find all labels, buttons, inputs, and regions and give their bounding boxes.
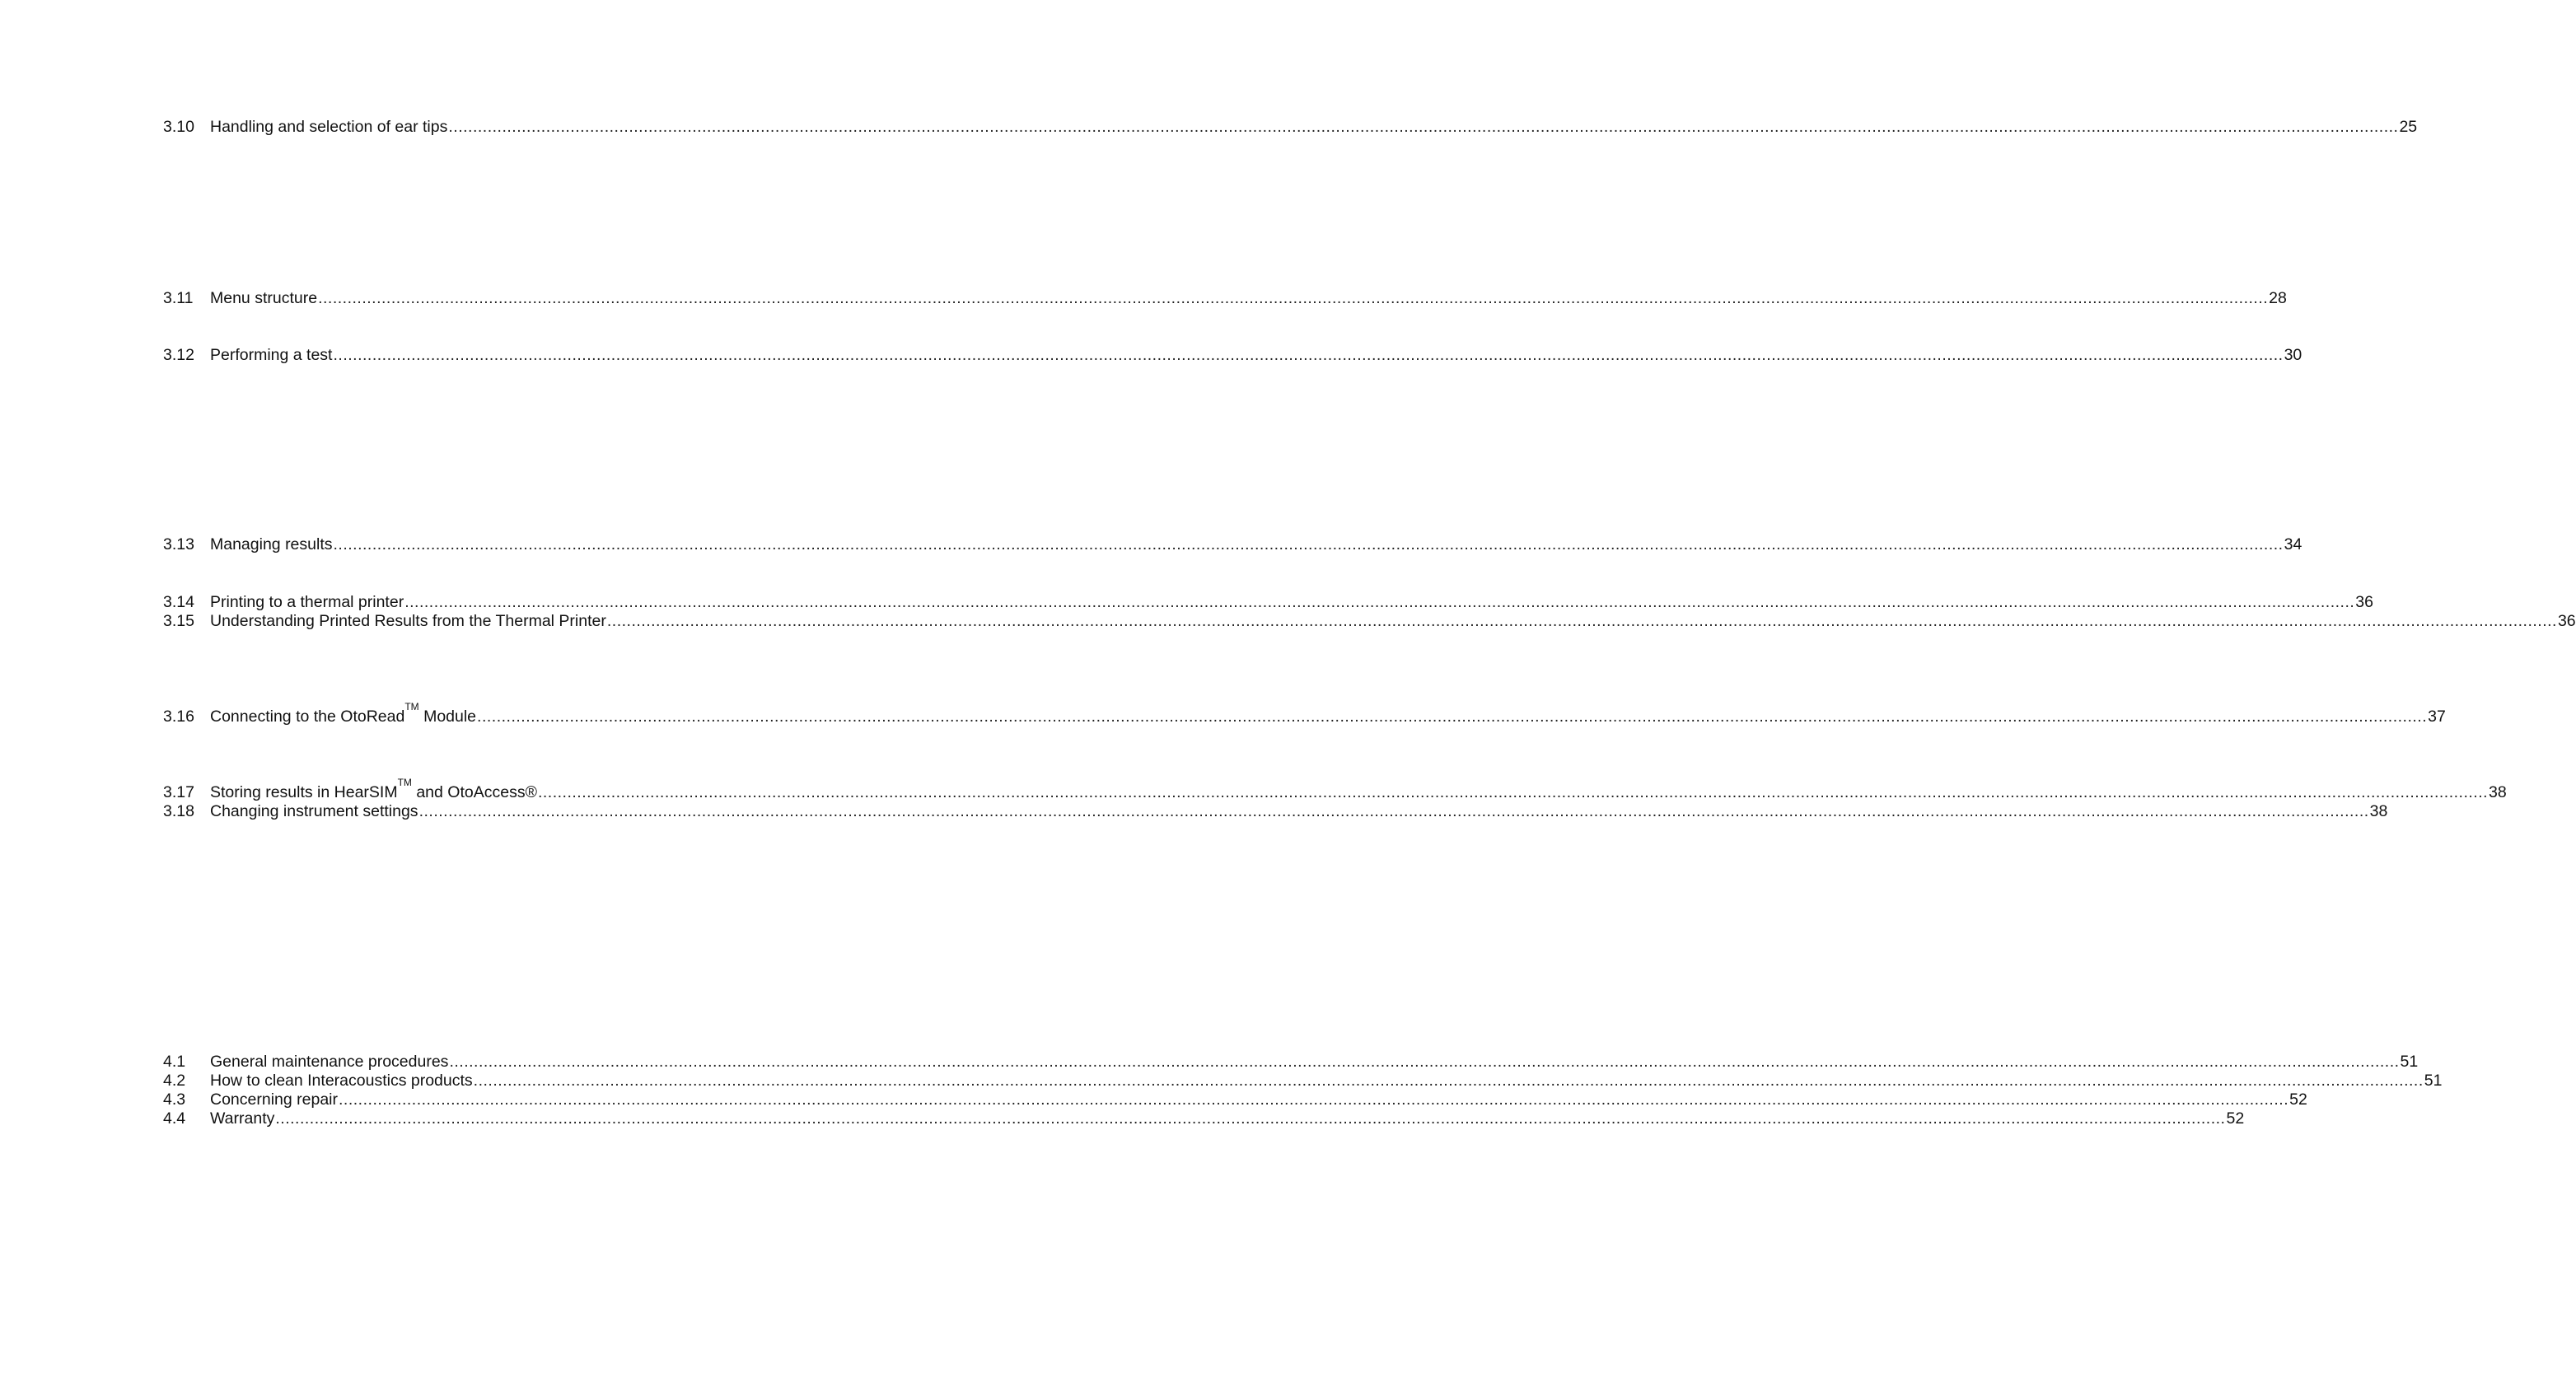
toc-dot-leader: ................................................................................................................................................................................................................................................................................................................................................................................................................	[477, 708, 2428, 726]
toc-entry-page: 52	[2289, 1090, 2307, 1109]
toc-entry-title: General maintenance procedures	[210, 1053, 449, 1071]
toc-dot-leader: ................................................................................................................................................................................................................................................................................................................................................................................................................	[318, 289, 2269, 307]
toc-entry-3-11[interactable]	[163, 287, 2287, 309]
toc-entry-number: 4.4	[163, 1109, 186, 1128]
toc-dot-leader: ................................................................................................................................................................................................................................................................................................................................................................................................................	[606, 612, 2557, 630]
toc-dot-leader: ................................................................................................................................................................................................................................................................................................................................................................................................................	[275, 1109, 2226, 1128]
toc-entry-number: 3.12	[163, 346, 194, 364]
toc-dot-leader: ................................................................................................................................................................................................................................................................................................................................................................................................................	[449, 1053, 2400, 1071]
toc-dot-leader: ................................................................................................................................................................................................................................................................................................................................................................................................................	[339, 1090, 2289, 1109]
toc-entry-page: 38	[2369, 802, 2388, 820]
toc-dot-leader: ................................................................................................................................................................................................................................................................................................................................................................................................................	[473, 1072, 2424, 1090]
toc-entry-title: Changing instrument settings	[210, 802, 418, 820]
toc-entry-title: Understanding Printed Results from the Thermal Printer	[210, 612, 606, 630]
toc-entry-number: 3.18	[163, 802, 194, 820]
toc-dot-leader: ................................................................................................................................................................................................................................................................................................................................................................................................................	[537, 783, 2489, 801]
toc-entry-3-15[interactable]	[163, 610, 2576, 632]
toc-entry-page: 38	[2489, 783, 2507, 801]
toc-dot-leader: ................................................................................................................................................................................................................................................................................................................................................................................................................	[404, 593, 2355, 611]
toc-entry-3-12[interactable]	[163, 344, 2303, 366]
toc-entry-page: 51	[2400, 1053, 2419, 1071]
toc-entry-page: 25	[2399, 118, 2418, 136]
toc-entry-title: Handling and selection of ear tips	[210, 118, 448, 136]
toc-entry-4-4[interactable]	[163, 1108, 2245, 1129]
toc-entry-page: 30	[2284, 346, 2303, 364]
toc-entry-3-18[interactable]	[163, 801, 2388, 822]
toc-entry-title: Managing results	[210, 535, 333, 553]
toc-entry-number: 3.17	[163, 783, 194, 801]
toc-entry-number: 3.11	[163, 289, 194, 307]
toc-entry-page: 36	[2557, 612, 2576, 630]
toc-entry-page: 28	[2269, 289, 2287, 307]
toc-entry-number: 3.13	[163, 535, 194, 553]
toc-entry-title: Menu structure	[210, 289, 318, 307]
toc-entry-title: Concerning repair	[210, 1090, 339, 1109]
toc-entry-page: 51	[2424, 1072, 2443, 1090]
toc-title-text-after: Module	[418, 708, 477, 726]
toc-entry-page: 36	[2355, 593, 2373, 611]
toc-title-text: Connecting to the OtoRead	[210, 708, 405, 726]
toc-entry-title: Printing to a thermal printer	[210, 593, 404, 611]
toc-entry-page: 37	[2428, 708, 2446, 726]
toc-entry-3-13[interactable]	[163, 534, 2303, 555]
toc-entry-number: 3.16	[163, 708, 194, 726]
toc-title-text: Storing results in HearSIM	[210, 783, 398, 801]
toc-entry-page: 52	[2226, 1109, 2245, 1128]
toc-entry-number: 4.2	[163, 1072, 186, 1090]
toc-dot-leader: ................................................................................................................................................................................................................................................................................................................................................................................................................	[418, 802, 2369, 820]
toc-entry-title: Performing a test	[210, 346, 333, 364]
toc-entry-title	[210, 700, 477, 727]
toc-entry-page: 34	[2284, 535, 2303, 553]
trademark-superscript: TM	[404, 700, 419, 712]
toc-entry-number: 3.14	[163, 593, 194, 611]
toc-entry-3-10[interactable]	[163, 116, 2418, 138]
toc-entry-number: 4.1	[163, 1053, 186, 1071]
toc-title-text-after: and OtoAccess®	[411, 783, 537, 801]
toc-entry-number: 3.15	[163, 612, 194, 630]
toc-dot-leader: ................................................................................................................................................................................................................................................................................................................................................................................................................	[448, 118, 2399, 136]
toc-entry-number: 3.10	[163, 118, 194, 136]
toc-dot-leader: ................................................................................................................................................................................................................................................................................................................................................................................................................	[333, 535, 2284, 553]
trademark-superscript: TM	[397, 776, 412, 788]
toc-entry-number: 4.3	[163, 1090, 186, 1109]
toc-entry-3-16[interactable]	[163, 700, 2446, 727]
toc-entry-title: Warranty	[210, 1109, 275, 1128]
toc-entry-title: How to clean Interacoustics products	[210, 1072, 473, 1090]
toc-dot-leader: ................................................................................................................................................................................................................................................................................................................................................................................................................	[333, 346, 2284, 364]
